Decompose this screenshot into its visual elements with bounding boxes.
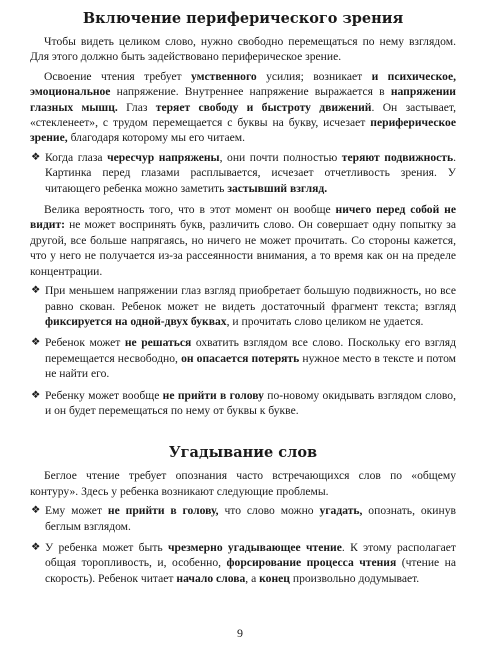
emphasis-text: умственного <box>191 69 257 83</box>
bullet-text: Когда глаза чересчур напряжены, они почти полностью теряют подвижность. Картинка перед глазами расплывается, исчезает отчетливость зрения. У читающего ребенка можно заметить застывший взгляд. <box>45 150 456 195</box>
page-number: 9 <box>237 626 243 640</box>
paragraph-fluent-reading: Беглое чтение требует опознания часто встречающихся слов по «общему контуру». Здесь у ребенка возникают следующие проблемы. <box>30 469 456 498</box>
paragraph-sees-nothing: Велика вероятность того, что в этот момент он вообще ничего перед собой не видит: не может воспринять букв, различить слово. Он совершает одну попытку за другой, все больше напрягаясь, но ничего не может прочитать. Со стороны кажется, что у него не получается из-за рассеянности внимания, а то время как он на пределе концентрации. <box>30 203 456 278</box>
bullet-text: Ребенок может не решаться охватить взглядом все слово. Поскольку его взгляд перемещается несвободно, он опасается потерять нужное место в тексте и потом не найти его. <box>45 336 456 381</box>
bullet-marker-icon: ❖ <box>31 285 41 297</box>
emphasis-text: не решаться <box>124 336 192 350</box>
bullet-text: Ребенку может вообще не прийти в голову по-новому окидывать взглядом слово, и он будет перемещаться по нему от буквы к букве. <box>45 388 456 417</box>
bullet-item-overstrained-eyes <box>30 150 456 196</box>
bullet-marker-icon: ❖ <box>31 151 41 163</box>
bullet-text: При меньшем напряжении глаз взгляд приобретает большую подвижность, но все равно скован. Ребенок может не видеть достаточный фрагмент текста; взгляд фиксируется на одной-двух буквах, и прочитать слово целиком не удается. <box>45 284 456 328</box>
bullet-item-hesitation <box>30 335 456 381</box>
emphasis-text: напряжении глазных мышц. <box>30 85 456 114</box>
bullet-marker-icon: ❖ <box>31 389 41 401</box>
bullet-item-excessive-guessing <box>30 540 456 586</box>
emphasis-text: форсирование процесса чтения <box>226 556 397 570</box>
bullet-marker-icon: ❖ <box>31 541 41 553</box>
emphasis-text: не прийти в голову <box>162 388 264 402</box>
emphasis-text: конец <box>259 571 290 585</box>
emphasis-text: теряют подвижность <box>341 150 454 164</box>
emphasis-text: периферическое зрение, <box>30 116 456 145</box>
emphasis-text: не прийти в голову, <box>107 504 219 518</box>
section-title-peripheral-vision: Включение периферического зрения <box>82 10 404 27</box>
emphasis-text: теряет свободу и быстроту движений <box>155 100 372 114</box>
emphasis-text: застывший взгляд. <box>227 181 328 195</box>
bullet-marker-icon: ❖ <box>31 337 41 349</box>
paragraph-tension: Освоение чтения требует умственного усилия; возникает и психическое, эмоциональное напряжение. Внутреннее напряжение выражается в напряжении глазных мышц. Глаз теряет свободу и быстроту движений. Он застывает, «стекленеет», с трудом перемещается с буквы на букву, исчезает периферическое зрение, благодаря которому мы его читаем. <box>30 69 457 145</box>
emphasis-text: ничего перед собой не видит: <box>30 203 456 232</box>
bullet-text: Ему может не прийти в голову, что слово можно угадать, опознать, окинув беглым взглядом. <box>45 504 456 533</box>
bullet-item-letter-by-letter <box>30 388 456 419</box>
emphasis-text: он опасается потерять <box>181 351 300 365</box>
bullet-item-guess-word <box>30 503 456 534</box>
bullet-text: У ребенка может быть чрезмерно угадывающее чтение. К этому располагает общая торопливость, и, особенно, форсирование процесса чтения (чтение на скорость). Ребенок читает начало слова, а конец произвольно додумывает. <box>45 540 457 585</box>
bullet-marker-icon: ❖ <box>31 505 41 517</box>
paragraph-intro: Чтобы видеть целиком слово, нужно свободно перемещаться по нему взглядом. Для этого должно быть задействовано периферическое зрение. <box>30 35 456 64</box>
emphasis-text: чрезмерно угадывающее чтение <box>168 540 342 554</box>
emphasis-text: угадать, <box>319 504 363 518</box>
bullet-item-less-tension <box>30 283 456 329</box>
emphasis-text: и психическое, эмоциональное <box>30 69 457 99</box>
emphasis-text: начало слова <box>176 571 246 585</box>
section-title-word-guessing: Угадывание слов <box>168 444 318 462</box>
emphasis-text: чересчур напряжены <box>107 150 220 164</box>
emphasis-text: фиксируется на одной-двух буквах <box>45 314 227 328</box>
